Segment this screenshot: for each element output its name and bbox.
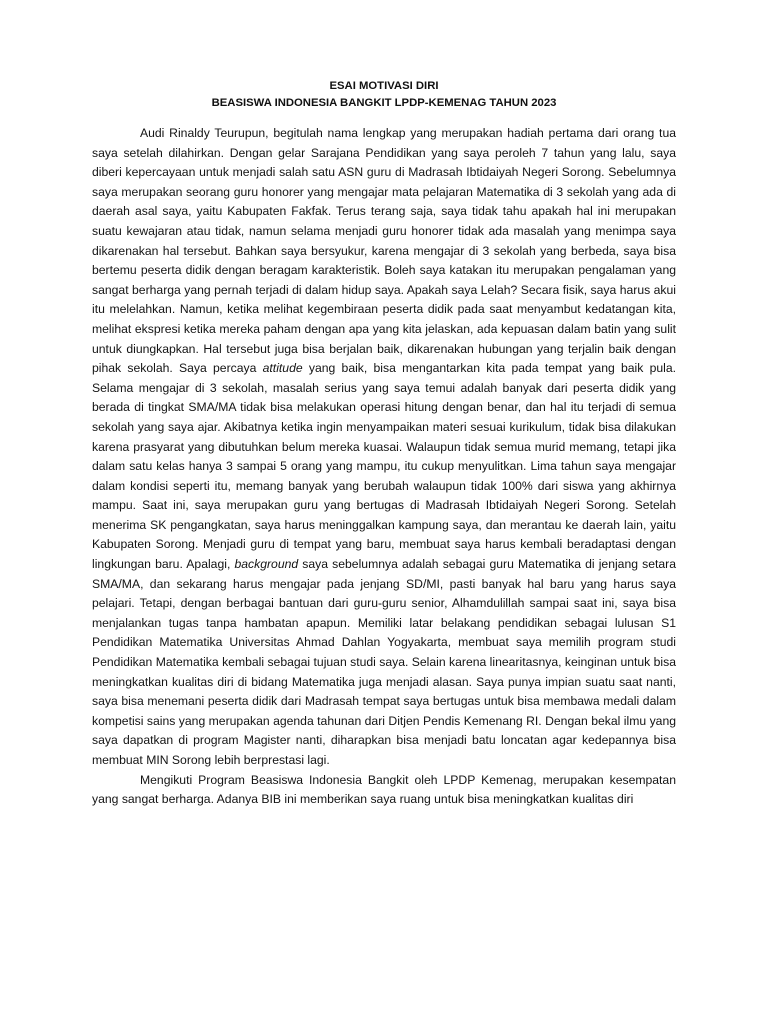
paragraph-1-part-1: Audi Rinaldy Teurupun, begitulah nama lengkap yang merupakan hadiah pertama dari orang tua saya setelah dilahirkan. Dengan gelar Sarajana Pendidikan yang saya peroleh 7 tahun yang lalu, saya diberi kepercayaan untuk menjadi salah satu ASN guru di Madrasah Ibtidaiyah Negeri Sorong. Sebelumnya saya merupakan seorang guru honorer yang mengajar mata pelajaran Matematika di 3 sekolah yang ada di daerah asal saya, yaitu Kabupaten Fakfak. Terus terang saja, saya tidak tahu apakah hal ini merupakan suatu kewajaran atau tidak, namun selama menjadi guru honorer tidak ada masalah yang menimpa saya dikarenakan hal tersebut. Bahkan saya bersyukur, karena mengajar di 3 sekolah yang berbeda, saya bisa bertemu peserta didik dengan beragam karakteristik. Boleh saya katakan itu merupakan pengalaman yang sangat berharga yang pernah terjadi di dalam hidup saya. Apakah saya Lelah? Secara fisik, saya harus akui itu melelahkan. Namun, ketika melihat kegembiraan peserta didik pada saat menyambut kedatangan kita, melihat ekspresi ketika mereka paham dengan apa yang kita jelaskan, ada kepuasan dalam batin yang sulit untuk diungkapkan. Hal tersebut juga bisa berjalan baik, dikarenakan hubungan yang terjalin baik dengan pihak sekolah. Saya percaya <box>92 126 676 376</box>
document-title <box>92 78 676 112</box>
italic-term-background: background <box>234 557 299 572</box>
italic-term-attitude: attitude <box>262 361 303 376</box>
paragraph-2: Mengikuti Program Beasiswa Indonesia Bangkit oleh LPDP Kemenag, merupakan kesempatan yang sangat berharga. Adanya BIB ini memberikan saya ruang untuk bisa meningkatkan kualitas diri <box>92 772 676 807</box>
title-line-2: BEASISWA INDONESIA BANGKIT LPDP-KEMENAG TAHUN 2023 <box>211 97 557 109</box>
document-body <box>92 124 676 810</box>
title-line-1: ESAI MOTIVASI DIRI <box>329 80 439 92</box>
paragraph-1-part-3: saya sebelumnya adalah sebagai guru Matematika di jenjang setara SMA/MA, dan sekarang harus mengajar pada jenjang SD/MI, pasti banyak hal baru yang harus saya pelajari. Tetapi, dengan berbagai bantuan dari guru-guru senior, Alhamdulillah sampai saat ini, saya bisa menjalankan tugas tanpa hambatan apapun. Memiliki latar belakang pendidikan sebagai lulusan S1 Pendidikan Matematika Universitas Ahmad Dahlan Yogyakarta, membuat saya memilih program studi Pendidikan Matematika kembali sebagai tujuan studi saya. Selain karena linearitasnya, keinginan untuk bisa meningkatkan kualitas diri di bidang Matematika juga menjadi alasan. Saya punya impian suatu saat nanti, saya bisa menemani peserta didik dari Madrasah tempat saya bertugas untuk bisa membawa medali dalam kompetisi sains yang merupakan agenda tahunan dari Ditjen Pendis Kemenang RI. Dengan bekal ilmu yang saya dapatkan di program Magister nanti, diharapkan bisa menjadi batu loncatan agar kedepannya bisa membuat MIN Sorong lebih berprestasi lagi. <box>92 557 677 767</box>
paragraph-1-part-2: yang baik, bisa mengantarkan kita pada tempat yang baik pula. Selama mengajar di 3 sekolah, masalah serius yang saya temui adalah banyak dari peserta didik yang berada di tingkat SMA/MA tidak bisa melakukan operasi hitung dengan benar, dan hal itu terjadi di semua sekolah yang saya ajar. Akibatnya ketika ingin menyampaikan materi sesuai kurikulum, tidak bisa dilakukan karena prasyarat yang dibutuhkan belum mereka kuasai. Walaupun tidak semua murid memang, tetapi jika dalam satu kelas hanya 3 sampai 5 orang yang mampu, itu cukup menyulitkan. Lima tahun saya mengajar dalam kondisi seperti itu, memang banyak yang berubah walaupun tidak 100% dari siswa yang akhirnya mampu. Saat ini, saya merupakan guru yang bertugas di Madrasah Ibtidaiyah Negeri Sorong. Setelah menerima SK pengangkatan, saya harus meninggalkan kampung saya, dan merantau ke daerah lain, yaitu Kabupaten Sorong. Menjadi guru di tempat yang baru, membuat saya harus kembali beradaptasi dengan lingkungan baru. Apalagi, <box>92 361 677 572</box>
paragraph-1 <box>92 124 676 771</box>
